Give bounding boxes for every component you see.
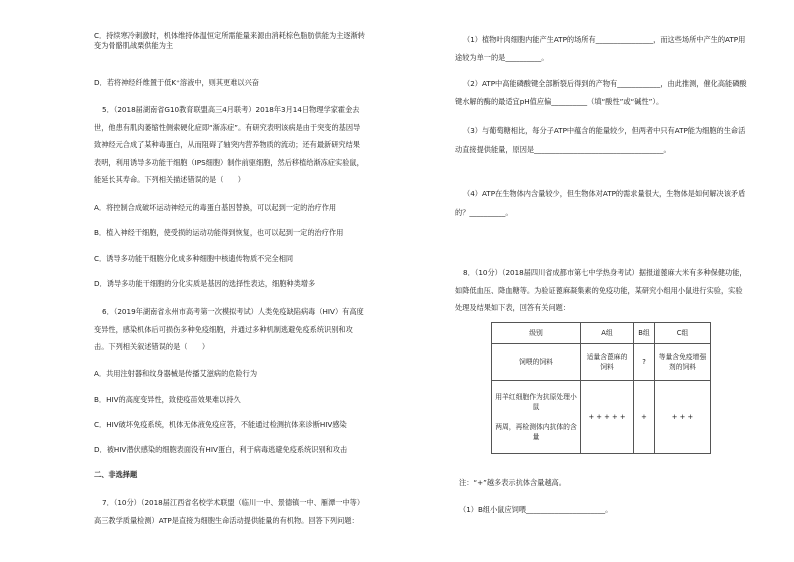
q7-part-1: （1）植物叶肉细胞内能产生ATP的场所有________________，而这些场所中产生的ATP用途较为单一的是__________。 (455, 35, 746, 62)
question-8-stem: 8．（10分）（2018届四川省成都市第七中学热身考试）据报道蓖麻大米有多种保健功能，如降低血压、降血糖等。为验证蓖麻凝集素的免疫功能，某研究小组用小鼠进行实验，实验处理及结果如下表，回答有关问题： (455, 268, 747, 312)
q8-part-1: （1）B组小鼠应饲喂______________________。 (459, 505, 613, 514)
feed-group-c: 等量含免疫增强剂的饲料 (655, 344, 711, 381)
header-group-label: 级别 (492, 323, 581, 344)
q5-option-c: C．诱导多功能干细胞分化成多种细胞中核遗传物质不完全相同 (94, 254, 294, 263)
q6-option-b: B．HIV的高度变异性，致使疫苗效果难以持久 (94, 395, 241, 404)
table-header-row (492, 323, 711, 344)
feed-label: 饲喂的饲料 (492, 344, 581, 381)
table-row-antibody (492, 381, 711, 454)
experiment-table (491, 322, 711, 454)
antibody-group-b: + (634, 381, 655, 454)
q5-option-d: D．诱导多功能干细胞的分化实质是基因的选择性表达，细胞种类增多 (94, 279, 316, 288)
header-group-b: B组 (634, 323, 655, 344)
q6-option-c: C．HIV破坏免疫系统，机体无体液免疫应答，不能通过检测抗体来诊断HIV感染 (94, 420, 347, 429)
header-group-a: A组 (581, 323, 634, 344)
question-6-stem: 6．（2019年湖南省永州市高考第一次模拟考试）人类免疫缺陷病毒（HIV）有高度变异性，感染机体后可损伤多种免疫细胞，并通过多种机制逃避免疫系统识别和攻击。下列相关叙述错误的是（ ） (94, 307, 364, 351)
q6-option-a: A．共用注射器和纹身器械是传播艾滋病的危险行为 (94, 369, 258, 378)
table-row-feed (492, 344, 711, 381)
section-heading-non-choice: 二、非选择题 (94, 470, 138, 479)
q7-part-2: （2）ATP中高能磷酸键全部断裂后得到的产物有____________，由此推测，催化高能磷酸键水解的酶的最适宜pH值应偏__________（填“酸性”或“碱性”）。 (455, 79, 747, 106)
antibody-row-label-step-1: 用羊红细胞作为抗原处理小鼠 (495, 393, 577, 411)
header-group-c: C组 (655, 323, 711, 344)
feed-group-a: 适量含蓖麻的饲料 (581, 344, 634, 381)
q7-part-3: （3）与葡萄糖相比，每分子ATP中蕴含的能量较少，但两者中只有ATP能为细胞的生命活动直接提供能量，原因是____________________________________。 (455, 126, 746, 154)
q4-option-d: D．若将神经纤维置于低K⁺溶液中，则其更难以兴奋 (94, 78, 259, 87)
q5-option-a: A．将控制合成破坏运动神经元的毒蛋白基因替换，可以起到一定的治疗作用 (94, 203, 337, 212)
antibody-row-label (492, 381, 581, 454)
feed-group-b: ? (634, 344, 655, 381)
q5-option-b: B．植入神经干细胞，使受损的运动功能得到恢复，也可以起到一定的治疗作用 (94, 228, 344, 237)
question-5-stem: 5．（2018届湖南省G10教育联盟高三4月联考）2018年3月14日物理学家霍金去世，他患有肌肉萎缩性侧索硬化症即“渐冻症”。有研究表明该病是由于突变的基因导致神经元合成了某种毒蛋白，从而阻碍了轴突内营养物质的流动；还有最新研究结果表明，利用诱导多功能干细胞（IPS细胞）制作前驱细胞，然后移植给渐冻症实验鼠，能延长其寿命。下列相关描述错误的是（ ） (94, 105, 364, 184)
q4-option-c: C．持续寒冷刺激时，机体维持体温恒定所需能量来源由消耗棕色脂肪供能为主逐渐转变为骨骼肌战栗供能为主 (94, 31, 365, 50)
antibody-group-a: + + + + + (581, 381, 634, 454)
antibody-group-c: + + + (655, 381, 711, 454)
question-7-stem: 7．（10分）（2018届江西省名校学术联盟（临川一中、景德镇一中、雁潭一中等）高三教学质量检测）ATP是直接为细胞生命活动提供能量的有机物。回答下列问题： (94, 498, 365, 525)
table-note: 注：“+”越多表示抗体含量越高。 (459, 478, 566, 487)
q6-option-d: D．被HIV潜伏感染的细胞表面没有HIV蛋白，利于病毒逃避免疫系统识别和攻击 (94, 445, 348, 454)
antibody-row-label-step-2: 两周，再检测体内抗体的含量 (495, 423, 577, 441)
q7-part-4: （4）ATP在生物体内含量较少，但生物体对ATP的需求量很大，生物体是如何解决该矛盾的？__________。 (455, 189, 746, 217)
